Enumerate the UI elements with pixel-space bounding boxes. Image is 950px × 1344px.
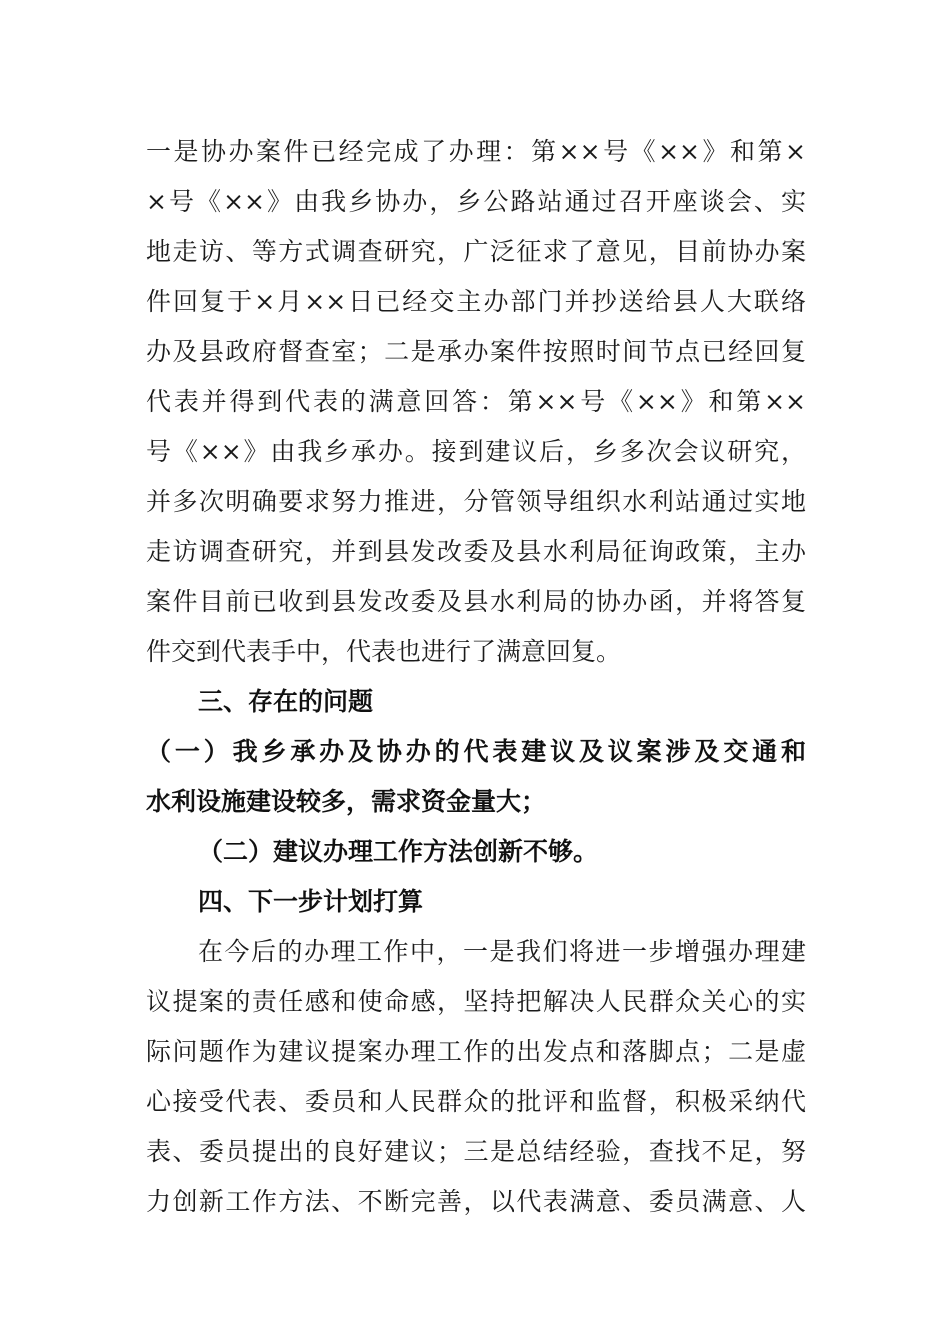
issue-1-heading-line: （一）我乡承办及协办的代表建议及议案涉及交通和 [146, 737, 806, 766]
body-text-line: 案件目前已收到县发改委及县水利局的协办函，并将答复 [146, 587, 806, 616]
body-text-line: 件回复于×月××日已经交主办部门并抄送给县人大联络 [146, 287, 806, 316]
body-text-line: 在今后的办理工作中，一是我们将进一步增强办理建 [198, 937, 806, 966]
body-text-line: 议提案的责任感和使命感，坚持把解决人民群众关心的实 [146, 987, 806, 1016]
section-heading-problems: 三、存在的问题 [198, 687, 374, 716]
body-text-line: 力创新工作方法、不断完善，以代表满意、委员满意、人 [146, 1187, 806, 1216]
body-text-line: 心接受代表、委员和人民群众的批评和监督，积极采纳代 [146, 1087, 806, 1116]
body-text-line: 地走访、等方式调查研究，广泛征求了意见，目前协办案 [146, 237, 806, 266]
body-text-line: 一是协办案件已经完成了办理：第××号《××》和第× [146, 137, 806, 166]
body-text-line: 号《××》由我乡承办。接到建议后，乡多次会议研究， [146, 437, 806, 466]
body-text-line: 际问题作为建议提案办理工作的出发点和落脚点；二是虚 [146, 1037, 806, 1066]
body-text-line: 走访调查研究，并到县发改委及县水利局征询政策，主办 [146, 537, 806, 566]
body-text-line: 表、委员提出的良好建议；三是总结经验，查找不足，努 [146, 1137, 806, 1166]
body-text-line: 件交到代表手中，代表也进行了满意回复。 [146, 637, 622, 666]
body-text-line: ×号《××》由我乡协办，乡公路站通过召开座谈会、实 [146, 187, 806, 216]
issue-2-heading: （二）建议办理工作方法创新不够。 [198, 837, 599, 866]
section-heading-next-steps: 四、下一步计划打算 [198, 887, 424, 916]
body-text-line: 并多次明确要求努力推进，分管领导组织水利站通过实地 [146, 487, 806, 516]
body-text-line: 办及县政府督查室；二是承办案件按照时间节点已经回复 [146, 337, 806, 366]
body-text-line: 代表并得到代表的满意回答：第××号《××》和第×× [146, 387, 806, 416]
issue-1-heading-line: 水利设施建设较多，需求资金量大； [146, 787, 547, 816]
